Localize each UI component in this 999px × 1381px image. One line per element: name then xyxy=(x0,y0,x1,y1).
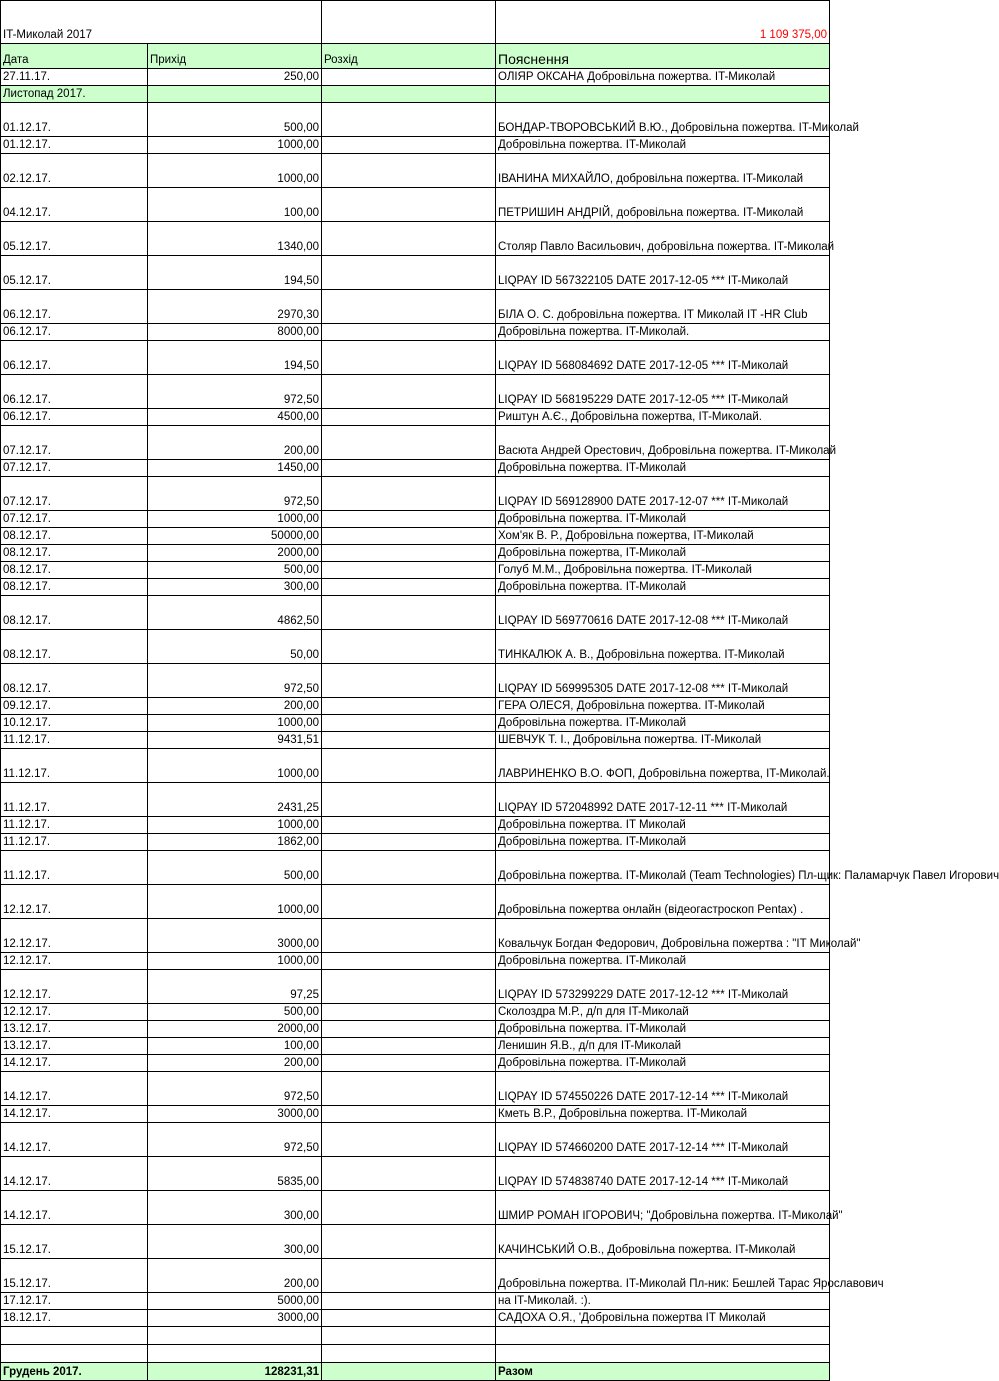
date-cell[interactable]: 07.12.17. xyxy=(1,426,148,460)
expense-cell[interactable] xyxy=(322,562,496,579)
date-cell[interactable]: 05.12.17. xyxy=(1,256,148,290)
desc-cell[interactable]: LIQPAY ID 572048992 DATE 2017-12-11 *** IT-Миколай xyxy=(496,783,830,817)
date-cell[interactable]: 18.12.17. xyxy=(1,1310,148,1327)
income-cell[interactable]: 100,00 xyxy=(148,1038,322,1055)
date-cell[interactable]: 08.12.17. xyxy=(1,664,148,698)
date-cell[interactable]: 14.12.17. xyxy=(1,1106,148,1123)
desc-cell[interactable]: Добровільна пожертва. IT-Миколай (Team Technologies) Пл-щик: Паламарчук Павел Игорович xyxy=(496,851,830,885)
expense-cell[interactable] xyxy=(322,749,496,783)
table-row xyxy=(1,732,830,749)
date-cell[interactable]: 09.12.17. xyxy=(1,698,148,715)
desc-cell[interactable]: Добровільна пожертва. IT-Миколай xyxy=(496,1021,830,1038)
income-cell[interactable]: 1000,00 xyxy=(148,154,322,188)
desc-cell[interactable]: Риштун А.Є., Добровільна пожертва, IT-Миколай. xyxy=(496,409,830,426)
desc-cell[interactable]: Васюта Андрей Орестович, Добровільна пожертва. IT-Миколай xyxy=(496,426,830,460)
desc-cell[interactable]: ЛАВРИНЕНКО В.О. ФОП, Добровільна пожертва, IT-Миколай. xyxy=(496,749,830,783)
income-cell[interactable]: 1000,00 xyxy=(148,817,322,834)
table-row xyxy=(1,528,830,545)
date-cell[interactable]: 06.12.17. xyxy=(1,375,148,409)
desc-cell[interactable]: Сколоздра М.Р., д/п для IT-Миколай xyxy=(496,1004,830,1021)
table-row xyxy=(1,1021,830,1038)
income-cell[interactable]: 194,50 xyxy=(148,341,322,375)
date-cell[interactable]: 08.12.17. xyxy=(1,562,148,579)
date-cell[interactable]: 14.12.17. xyxy=(1,1072,148,1106)
desc-cell[interactable]: Добровільна пожертва, IT-Миколай xyxy=(496,545,830,562)
income-cell[interactable]: 1000,00 xyxy=(148,137,322,154)
table-row xyxy=(1,1004,830,1021)
income-cell[interactable]: 972,50 xyxy=(148,1072,322,1106)
table-row xyxy=(1,1055,830,1072)
expense-cell[interactable] xyxy=(322,426,496,460)
desc-cell[interactable]: Добровільна пожертва. IT-Миколай xyxy=(496,715,830,732)
table-row xyxy=(1,817,830,834)
title-empty-cell[interactable] xyxy=(322,1,496,44)
income-cell[interactable]: 972,50 xyxy=(148,477,322,511)
expense-cell[interactable] xyxy=(322,137,496,154)
income-cell[interactable]: 4862,50 xyxy=(148,596,322,630)
expense-cell[interactable] xyxy=(322,1021,496,1038)
header-income[interactable]: Прихід xyxy=(148,44,322,69)
table-row xyxy=(1,1191,830,1225)
expense-cell[interactable] xyxy=(322,664,496,698)
expense-cell[interactable] xyxy=(322,834,496,851)
expense-cell[interactable] xyxy=(322,1225,496,1259)
desc-cell[interactable]: Добровільна пожертва онлайн (відеогастроскоп Pentax) . xyxy=(496,885,830,919)
desc-cell[interactable]: Кметь В.Р., Добровільна пожертва. IT-Миколай xyxy=(496,1106,830,1123)
date-cell[interactable]: 11.12.17. xyxy=(1,732,148,749)
desc-cell[interactable]: Добровільна пожертва. IT-Миколай xyxy=(496,579,830,596)
expense-cell[interactable] xyxy=(322,545,496,562)
income-cell[interactable]: 100,00 xyxy=(148,188,322,222)
income-cell[interactable]: 8000,00 xyxy=(148,324,322,341)
date-cell[interactable]: 11.12.17. xyxy=(1,851,148,885)
income-cell[interactable]: 1862,00 xyxy=(148,834,322,851)
empty-cell[interactable] xyxy=(1,1327,148,1345)
income-cell[interactable]: 194,50 xyxy=(148,256,322,290)
total-row xyxy=(1,1363,830,1381)
income-cell[interactable]: 972,50 xyxy=(148,375,322,409)
expense-cell[interactable] xyxy=(322,579,496,596)
date-cell[interactable]: 14.12.17. xyxy=(1,1191,148,1225)
expense-cell[interactable] xyxy=(322,460,496,477)
income-cell[interactable]: 1000,00 xyxy=(148,953,322,970)
date-cell[interactable]: 06.12.17. xyxy=(1,409,148,426)
table-row xyxy=(1,562,830,579)
income-cell[interactable]: 9431,51 xyxy=(148,732,322,749)
date-cell[interactable]: 11.12.17. xyxy=(1,783,148,817)
expense-cell[interactable] xyxy=(322,222,496,256)
income-cell[interactable]: 5835,00 xyxy=(148,1157,322,1191)
desc-cell[interactable]: Добровільна пожертва. IT-Миколай xyxy=(496,1055,830,1072)
table-row xyxy=(1,851,830,885)
table-row xyxy=(1,137,830,154)
table-row xyxy=(1,1123,830,1157)
expense-cell[interactable] xyxy=(322,1055,496,1072)
header-row xyxy=(1,44,830,69)
expense-cell[interactable] xyxy=(322,409,496,426)
date-cell[interactable]: 08.12.17. xyxy=(1,630,148,664)
expense-cell[interactable] xyxy=(322,732,496,749)
income-cell[interactable]: 1340,00 xyxy=(148,222,322,256)
date-cell[interactable]: 06.12.17. xyxy=(1,324,148,341)
table-row xyxy=(1,1106,830,1123)
table-row xyxy=(1,715,830,732)
desc-cell[interactable]: Добровільна пожертва. IT-Миколай xyxy=(496,460,830,477)
desc-cell[interactable]: ІВАНИНА МИХАЙЛО, добровільна пожертва. IT-Миколай xyxy=(496,154,830,188)
date-cell[interactable]: 12.12.17. xyxy=(1,919,148,953)
expense-cell[interactable] xyxy=(322,511,496,528)
date-cell[interactable]: 10.12.17. xyxy=(1,715,148,732)
expense-cell[interactable] xyxy=(322,1038,496,1055)
expense-cell[interactable] xyxy=(322,1123,496,1157)
table-row xyxy=(1,69,830,86)
desc-cell[interactable]: LIQPAY ID 574838740 DATE 2017-12-14 *** IT-Миколай xyxy=(496,1157,830,1191)
income-cell[interactable]: 1000,00 xyxy=(148,715,322,732)
date-cell[interactable]: 13.12.17. xyxy=(1,1038,148,1055)
expense-cell[interactable] xyxy=(322,817,496,834)
month-empty-cell[interactable] xyxy=(496,86,830,103)
table-row xyxy=(1,698,830,715)
table-row xyxy=(1,460,830,477)
income-cell[interactable]: 1450,00 xyxy=(148,460,322,477)
title-row xyxy=(1,1,830,44)
date-cell[interactable]: 11.12.17. xyxy=(1,834,148,851)
expense-cell[interactable] xyxy=(322,1259,496,1293)
desc-cell[interactable]: LIQPAY ID 574550226 DATE 2017-12-14 *** IT-Миколай xyxy=(496,1072,830,1106)
expense-cell[interactable] xyxy=(322,477,496,511)
date-cell[interactable]: 11.12.17. xyxy=(1,817,148,834)
table-row xyxy=(1,783,830,817)
header-expense[interactable]: Розхід xyxy=(322,44,496,69)
table-row xyxy=(1,970,830,1004)
income-cell[interactable]: 500,00 xyxy=(148,562,322,579)
desc-cell[interactable]: Добровільна пожертва. IT-Миколай. xyxy=(496,324,830,341)
date-cell[interactable]: 08.12.17. xyxy=(1,545,148,562)
expense-cell[interactable] xyxy=(322,783,496,817)
desc-cell[interactable]: ГЕРА ОЛЕСЯ, Добровільна пожертва. IT-Миколай xyxy=(496,698,830,715)
income-cell[interactable]: 972,50 xyxy=(148,1123,322,1157)
desc-cell[interactable]: ПЕТРИШИН АНДРІЙ, добровільна пожертва. IT-Миколай xyxy=(496,188,830,222)
desc-cell[interactable]: Голуб М.М., Добровільна пожертва. IT-Миколай xyxy=(496,562,830,579)
table-row xyxy=(1,834,830,851)
expense-cell[interactable] xyxy=(322,375,496,409)
month-label[interactable]: Листопад 2017. xyxy=(1,86,148,103)
table-row xyxy=(1,511,830,528)
desc-cell[interactable]: Добровільна пожертва. IT-Миколай xyxy=(496,511,830,528)
grand-total[interactable]: 1 109 375,00 xyxy=(496,1,830,44)
income-cell[interactable]: 3000,00 xyxy=(148,1106,322,1123)
income-cell[interactable]: 1000,00 xyxy=(148,511,322,528)
table-row xyxy=(1,919,830,953)
income-cell[interactable]: 200,00 xyxy=(148,426,322,460)
expense-cell[interactable] xyxy=(322,715,496,732)
expense-cell[interactable] xyxy=(322,630,496,664)
desc-cell[interactable]: ТИНКАЛЮК А. В., Добровільна пожертва. IT-Миколай xyxy=(496,630,830,664)
table-row xyxy=(1,1157,830,1191)
income-cell[interactable]: 500,00 xyxy=(148,851,322,885)
income-cell[interactable]: 4500,00 xyxy=(148,409,322,426)
date-cell[interactable]: 13.12.17. xyxy=(1,1021,148,1038)
table-row xyxy=(1,375,830,409)
income-cell[interactable]: 972,50 xyxy=(148,664,322,698)
empty-cell[interactable] xyxy=(148,1345,322,1363)
desc-cell[interactable]: Добровільна пожертва. IT-Миколай Пл-ник: Бешлей Тарас Ярославович xyxy=(496,1259,830,1293)
desc-cell[interactable]: ШМИР РОМАН ІГОРОВИЧ; "Добровільна пожертва. IT-Миколай" xyxy=(496,1191,830,1225)
desc-cell[interactable]: ШЕВЧУК Т. І., Добровільна пожертва. IT-Миколай xyxy=(496,732,830,749)
table-row xyxy=(1,596,830,630)
desc-cell[interactable]: ОЛІЯР ОКСАНА Добровільна пожертва. IT-Миколай xyxy=(496,69,830,86)
expense-cell[interactable] xyxy=(322,188,496,222)
table-row xyxy=(1,477,830,511)
empty-cell[interactable] xyxy=(496,1327,830,1345)
table-row xyxy=(1,341,830,375)
table-row xyxy=(1,664,830,698)
date-cell[interactable]: 06.12.17. xyxy=(1,290,148,324)
expense-cell[interactable] xyxy=(322,698,496,715)
table-row xyxy=(1,1225,830,1259)
expense-cell[interactable] xyxy=(322,1191,496,1225)
footer-desc[interactable]: Разом xyxy=(496,1363,830,1381)
table-row xyxy=(1,1310,830,1327)
desc-cell[interactable]: на IT-Миколай. :). xyxy=(496,1293,830,1310)
expense-cell[interactable] xyxy=(322,341,496,375)
desc-cell[interactable]: LIQPAY ID 574660200 DATE 2017-12-14 *** IT-Миколай xyxy=(496,1123,830,1157)
blank-row xyxy=(1,1327,830,1345)
desc-cell[interactable]: Добровільна пожертва. IT-Миколай xyxy=(496,834,830,851)
income-cell[interactable]: 300,00 xyxy=(148,579,322,596)
desc-cell[interactable]: Хом'як В. Р., Добровільна пожертва, IT-Миколай xyxy=(496,528,830,545)
income-cell[interactable]: 200,00 xyxy=(148,1055,322,1072)
table-row xyxy=(1,222,830,256)
expense-cell[interactable] xyxy=(322,154,496,188)
month-row xyxy=(1,86,830,103)
date-cell[interactable]: 08.12.17. xyxy=(1,528,148,545)
income-cell[interactable]: 2000,00 xyxy=(148,1021,322,1038)
expense-cell[interactable] xyxy=(322,596,496,630)
date-cell[interactable]: 04.12.17. xyxy=(1,188,148,222)
date-cell[interactable]: 14.12.17. xyxy=(1,1123,148,1157)
date-cell[interactable]: 01.12.17. xyxy=(1,137,148,154)
income-cell[interactable]: 300,00 xyxy=(148,1225,322,1259)
expense-cell[interactable] xyxy=(322,1293,496,1310)
income-cell[interactable]: 2000,00 xyxy=(148,545,322,562)
date-cell[interactable]: 17.12.17. xyxy=(1,1293,148,1310)
blank-row xyxy=(1,1345,830,1363)
table-row xyxy=(1,749,830,783)
expense-cell[interactable] xyxy=(322,919,496,953)
date-cell[interactable]: 12.12.17. xyxy=(1,970,148,1004)
table-row xyxy=(1,103,830,137)
expense-cell[interactable] xyxy=(322,1157,496,1191)
desc-cell[interactable]: LIQPAY ID 568195229 DATE 2017-12-05 *** IT-Миколай xyxy=(496,375,830,409)
date-cell[interactable]: 08.12.17. xyxy=(1,596,148,630)
desc-cell[interactable]: Столяр Павло Васильович, добровільна пожертва. IT-Миколай xyxy=(496,222,830,256)
date-cell[interactable]: 07.12.17. xyxy=(1,511,148,528)
income-cell[interactable]: 300,00 xyxy=(148,1191,322,1225)
desc-cell[interactable]: Ленишин Я.В., д/п для IT-Миколай xyxy=(496,1038,830,1055)
table-row xyxy=(1,1038,830,1055)
table-row xyxy=(1,188,830,222)
table-row xyxy=(1,426,830,460)
expense-cell[interactable] xyxy=(322,1004,496,1021)
table-row xyxy=(1,290,830,324)
desc-cell[interactable]: Ковальчук Богдан Федорович, Добровільна пожертва : "IT Миколай" xyxy=(496,919,830,953)
date-cell[interactable]: 12.12.17. xyxy=(1,885,148,919)
desc-cell[interactable]: Добровільна пожертва. IT-Миколай xyxy=(496,137,830,154)
footer-total[interactable]: 128231,31 xyxy=(148,1363,322,1381)
month-empty-cell[interactable] xyxy=(148,86,322,103)
income-cell[interactable]: 50,00 xyxy=(148,630,322,664)
desc-cell[interactable]: КАЧИНСЬКИЙ О.В., Добровільна пожертва. IT-Миколай xyxy=(496,1225,830,1259)
table-row xyxy=(1,545,830,562)
date-cell[interactable]: 07.12.17. xyxy=(1,477,148,511)
table-row xyxy=(1,953,830,970)
income-cell[interactable]: 3000,00 xyxy=(148,919,322,953)
desc-cell[interactable]: LIQPAY ID 569770616 DATE 2017-12-08 *** IT-Миколай xyxy=(496,596,830,630)
expense-cell[interactable] xyxy=(322,885,496,919)
desc-cell[interactable]: LIQPAY ID 573299229 DATE 2017-12-12 *** IT-Миколай xyxy=(496,970,830,1004)
table-row xyxy=(1,630,830,664)
empty-cell[interactable] xyxy=(496,1345,830,1363)
desc-cell[interactable]: LIQPAY ID 569995305 DATE 2017-12-08 *** IT-Миколай xyxy=(496,664,830,698)
date-cell[interactable]: 06.12.17. xyxy=(1,341,148,375)
desc-cell[interactable]: Добровільна пожертва. IT-Миколай xyxy=(496,953,830,970)
date-cell[interactable]: 11.12.17. xyxy=(1,749,148,783)
expense-cell[interactable] xyxy=(322,290,496,324)
expense-cell[interactable] xyxy=(322,1310,496,1327)
date-cell[interactable]: 12.12.17. xyxy=(1,953,148,970)
income-cell[interactable]: 1000,00 xyxy=(148,885,322,919)
date-cell[interactable]: 05.12.17. xyxy=(1,222,148,256)
expense-cell[interactable] xyxy=(322,1106,496,1123)
expense-cell[interactable] xyxy=(322,528,496,545)
income-cell[interactable]: 200,00 xyxy=(148,698,322,715)
empty-cell[interactable] xyxy=(148,1327,322,1345)
desc-cell[interactable]: LIQPAY ID 568084692 DATE 2017-12-05 *** IT-Миколай xyxy=(496,341,830,375)
desc-cell[interactable]: LIQPAY ID 567322105 DATE 2017-12-05 *** IT-Миколай xyxy=(496,256,830,290)
expense-cell[interactable] xyxy=(322,970,496,1004)
income-cell[interactable]: 97,25 xyxy=(148,970,322,1004)
date-cell[interactable]: 08.12.17. xyxy=(1,579,148,596)
expense-cell[interactable] xyxy=(322,851,496,885)
date-cell[interactable]: 27.11.17. xyxy=(1,69,148,86)
desc-cell[interactable]: БІЛА О. С. добровільна пожертва. IT Миколай IT -HR Club xyxy=(496,290,830,324)
date-cell[interactable]: 14.12.17. xyxy=(1,1055,148,1072)
empty-cell[interactable] xyxy=(322,1327,496,1345)
income-cell[interactable]: 3000,00 xyxy=(148,1310,322,1327)
expense-cell[interactable] xyxy=(322,256,496,290)
table-row xyxy=(1,1293,830,1310)
desc-cell[interactable]: САДОХА О.Я., 'Добровільна пожертва IT Миколай xyxy=(496,1310,830,1327)
table-row xyxy=(1,885,830,919)
sheet-title[interactable]: IT-Миколай 2017 xyxy=(1,1,322,44)
date-cell[interactable]: 12.12.17. xyxy=(1,1004,148,1021)
table-row xyxy=(1,256,830,290)
date-cell[interactable]: 15.12.17. xyxy=(1,1225,148,1259)
month-empty-cell[interactable] xyxy=(322,86,496,103)
footer-label[interactable]: Грудень 2017. xyxy=(1,1363,148,1381)
header-date[interactable]: Дата xyxy=(1,44,148,69)
date-cell[interactable]: 02.12.17. xyxy=(1,154,148,188)
table-row xyxy=(1,324,830,341)
income-cell[interactable]: 250,00 xyxy=(148,69,322,86)
table-row xyxy=(1,154,830,188)
income-cell[interactable]: 50000,00 xyxy=(148,528,322,545)
expense-cell[interactable] xyxy=(322,103,496,137)
table-row xyxy=(1,1259,830,1293)
income-cell[interactable]: 5000,00 xyxy=(148,1293,322,1310)
date-cell[interactable]: 14.12.17. xyxy=(1,1157,148,1191)
expense-cell[interactable] xyxy=(322,324,496,341)
date-cell[interactable]: 07.12.17. xyxy=(1,460,148,477)
income-cell[interactable]: 2431,25 xyxy=(148,783,322,817)
header-desc[interactable]: Пояснення xyxy=(496,44,830,69)
desc-cell[interactable]: LIQPAY ID 569128900 DATE 2017-12-07 *** IT-Миколай xyxy=(496,477,830,511)
income-cell[interactable]: 200,00 xyxy=(148,1259,322,1293)
table-row xyxy=(1,409,830,426)
expense-cell[interactable] xyxy=(322,1072,496,1106)
income-cell[interactable]: 2970,30 xyxy=(148,290,322,324)
income-cell[interactable]: 500,00 xyxy=(148,103,322,137)
table-row xyxy=(1,1072,830,1106)
expense-cell[interactable] xyxy=(322,953,496,970)
empty-cell[interactable] xyxy=(322,1345,496,1363)
expense-cell[interactable] xyxy=(322,69,496,86)
table-row xyxy=(1,579,830,596)
income-cell[interactable]: 1000,00 xyxy=(148,749,322,783)
income-cell[interactable]: 500,00 xyxy=(148,1004,322,1021)
desc-cell[interactable]: БОНДАР-ТВОРОВСЬКИЙ В.Ю., Добровільна пожертва. IT-Миколай xyxy=(496,103,830,137)
desc-cell[interactable]: Добровільна пожертва. IT Миколай xyxy=(496,817,830,834)
date-cell[interactable]: 15.12.17. xyxy=(1,1259,148,1293)
footer-empty-cell[interactable] xyxy=(322,1363,496,1381)
empty-cell[interactable] xyxy=(1,1345,148,1363)
date-cell[interactable]: 01.12.17. xyxy=(1,103,148,137)
